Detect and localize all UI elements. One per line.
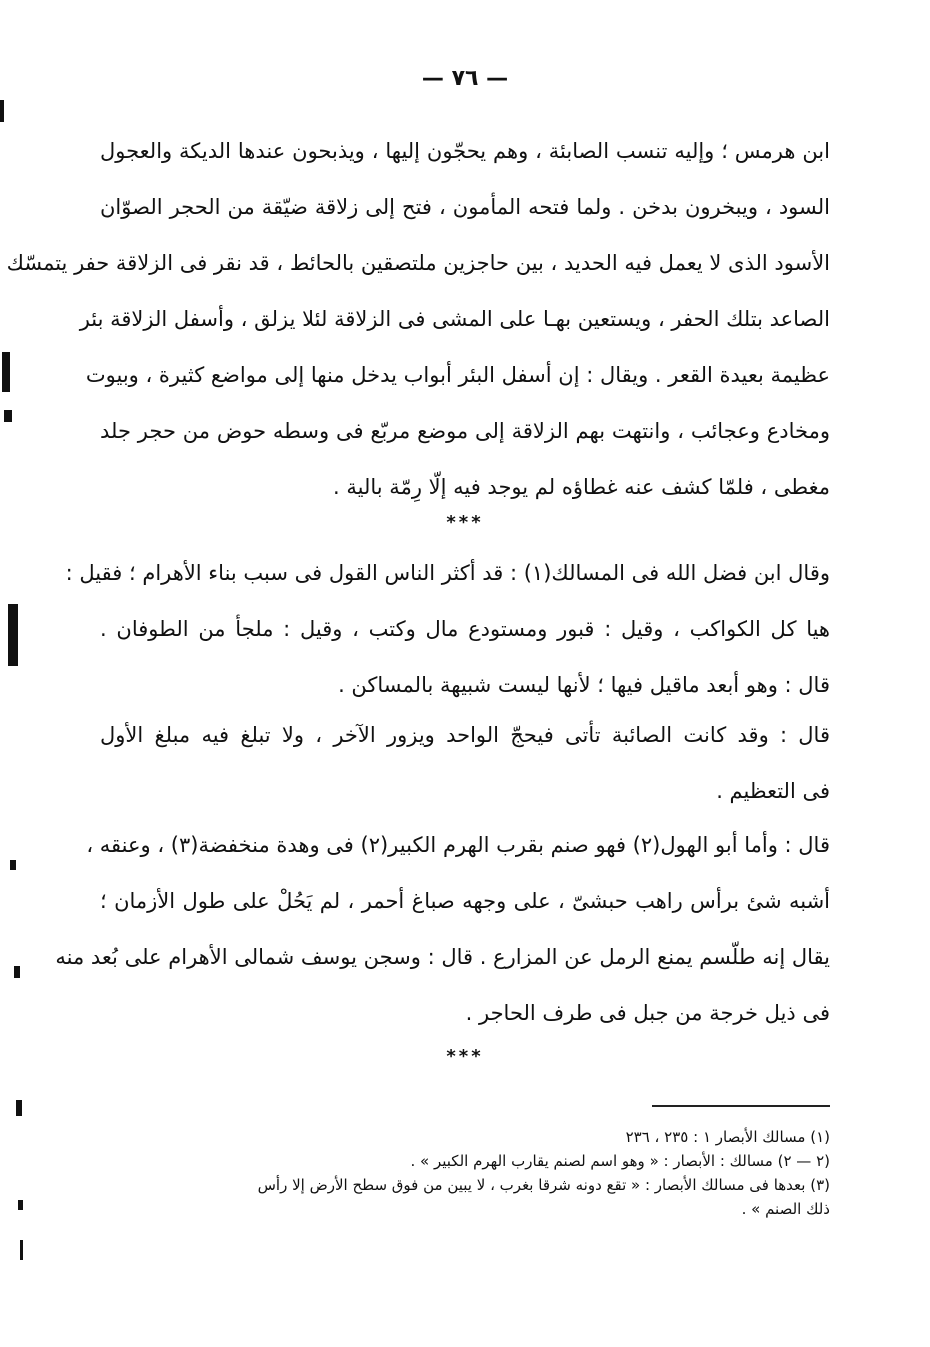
text-line: فى ذيل خرجة من جبل فى طرف الحاجر .	[465, 1001, 830, 1025]
scan-mark	[20, 1240, 23, 1260]
scan-mark	[0, 100, 4, 122]
text-line: قال : وهو أبعد ماقيل فيها ؛ لأنها ليست شبيهة بالمساكن .	[338, 673, 830, 697]
scan-mark	[2, 352, 10, 392]
paragraph-1	[6, 138, 830, 530]
scan-mark	[10, 860, 16, 870]
text-line: عظيمة بعيدة القعر . ويقال : إن أسفل البئر أبواب يدخل منها إلى مواضع كثيرة ، وبيوت	[85, 363, 830, 387]
text-line: وقال ابن فضل الله فى المسالك(١) : قد أكثر الناس القول فى سبب بناء الأهرام ؛ فقيل :	[65, 561, 830, 585]
scan-mark	[4, 410, 12, 422]
page-number: — ٧٦ —	[421, 66, 509, 91]
scan-mark	[14, 966, 20, 978]
text-line: أشبه شئ برأس راهب حبشىّ ، على وجهه صباغ أحمر ، لم يَحُلْ على طول الأزمان ؛	[100, 889, 830, 913]
text-line: هيا كل الكواكب ، وقيل : قبور ومستودع مال وكتب ، وقيل : ملجأ من الطوفان .	[100, 617, 830, 641]
text-line: ابن هرمس ؛ وإليه تنسب الصابئة ، وهم يحجّون إليها ، ويذبحون عندها الديكة والعجول	[100, 139, 830, 163]
scan-mark	[8, 604, 18, 666]
text-line: السود ، ويبخرون بدخن . ولما فتحه المأمون ، فتح إلى زلاقة ضيّقة من الحجر الصوّان	[100, 195, 830, 219]
section-separator: ***	[446, 512, 484, 533]
paragraph-2	[65, 560, 830, 728]
text-line: فى التعظيم .	[716, 779, 830, 803]
footnote: (٣) بعدها فى مسالك الأبصار : « تقع دونه شرقا بغرب ، لا يبين من فوق سطح الأرض إلا رأس	[257, 1176, 830, 1194]
section-separator: ***	[446, 1046, 484, 1067]
footnotes	[110, 1128, 830, 1224]
paragraph-4	[55, 832, 830, 1056]
text-line: الصاعد بتلك الحفر ، ويستعين بهـا على المشى فى الزلاقة لئلا يزلق ، وأسفل الزلاقة بئر	[79, 307, 830, 331]
text-line: ومخادع وعجائب ، وانتهت بهم الزلاقة إلى موضع مربّع فى وسطه حوض من حجر جلد	[100, 419, 830, 443]
text-line: يقال إنه طلّسم يمنع الرمل عن المزارع . قال : وسجن يوسف شمالى الأهرام على بُعد منه	[55, 945, 830, 969]
footnote: ذلك الصنم » .	[741, 1200, 830, 1218]
footnote: (٢ — ٢) مسالك : الأبصار : « وهو اسم لصنم يقارب الهرم الكبير » .	[410, 1152, 830, 1170]
scan-mark	[18, 1200, 23, 1210]
text-line: قال : وأما أبو الهول(٢) فهو صنم بقرب الهرم الكبير(٢) فى وهدة منخفضة(٣) ، وعنقه ،	[86, 833, 830, 857]
text-line: قال : وقد كانت الصائبة تأتى فيحجّ الواحد ويزور الآخر ، ولا تبلغ فيه مبلغ الأول	[100, 723, 830, 747]
footnote: (١) مسالك الأبصار ١ : ٢٣٥ ، ٢٣٦	[625, 1128, 830, 1146]
scan-mark	[16, 1100, 22, 1116]
footnote-divider	[652, 1105, 830, 1107]
text-line: مغطى ، فلمّا كشف عنه غطاؤه لم يوجد فيه إلّا رِمّة بالية .	[333, 475, 830, 499]
text-line: الأسود الذى لا يعمل فيه الحديد ، بين حاجزين ملتصقين بالحائط ، قد نقر فى الزلاقة حفر يتمسّك	[6, 251, 830, 275]
paragraph-3	[100, 722, 830, 834]
